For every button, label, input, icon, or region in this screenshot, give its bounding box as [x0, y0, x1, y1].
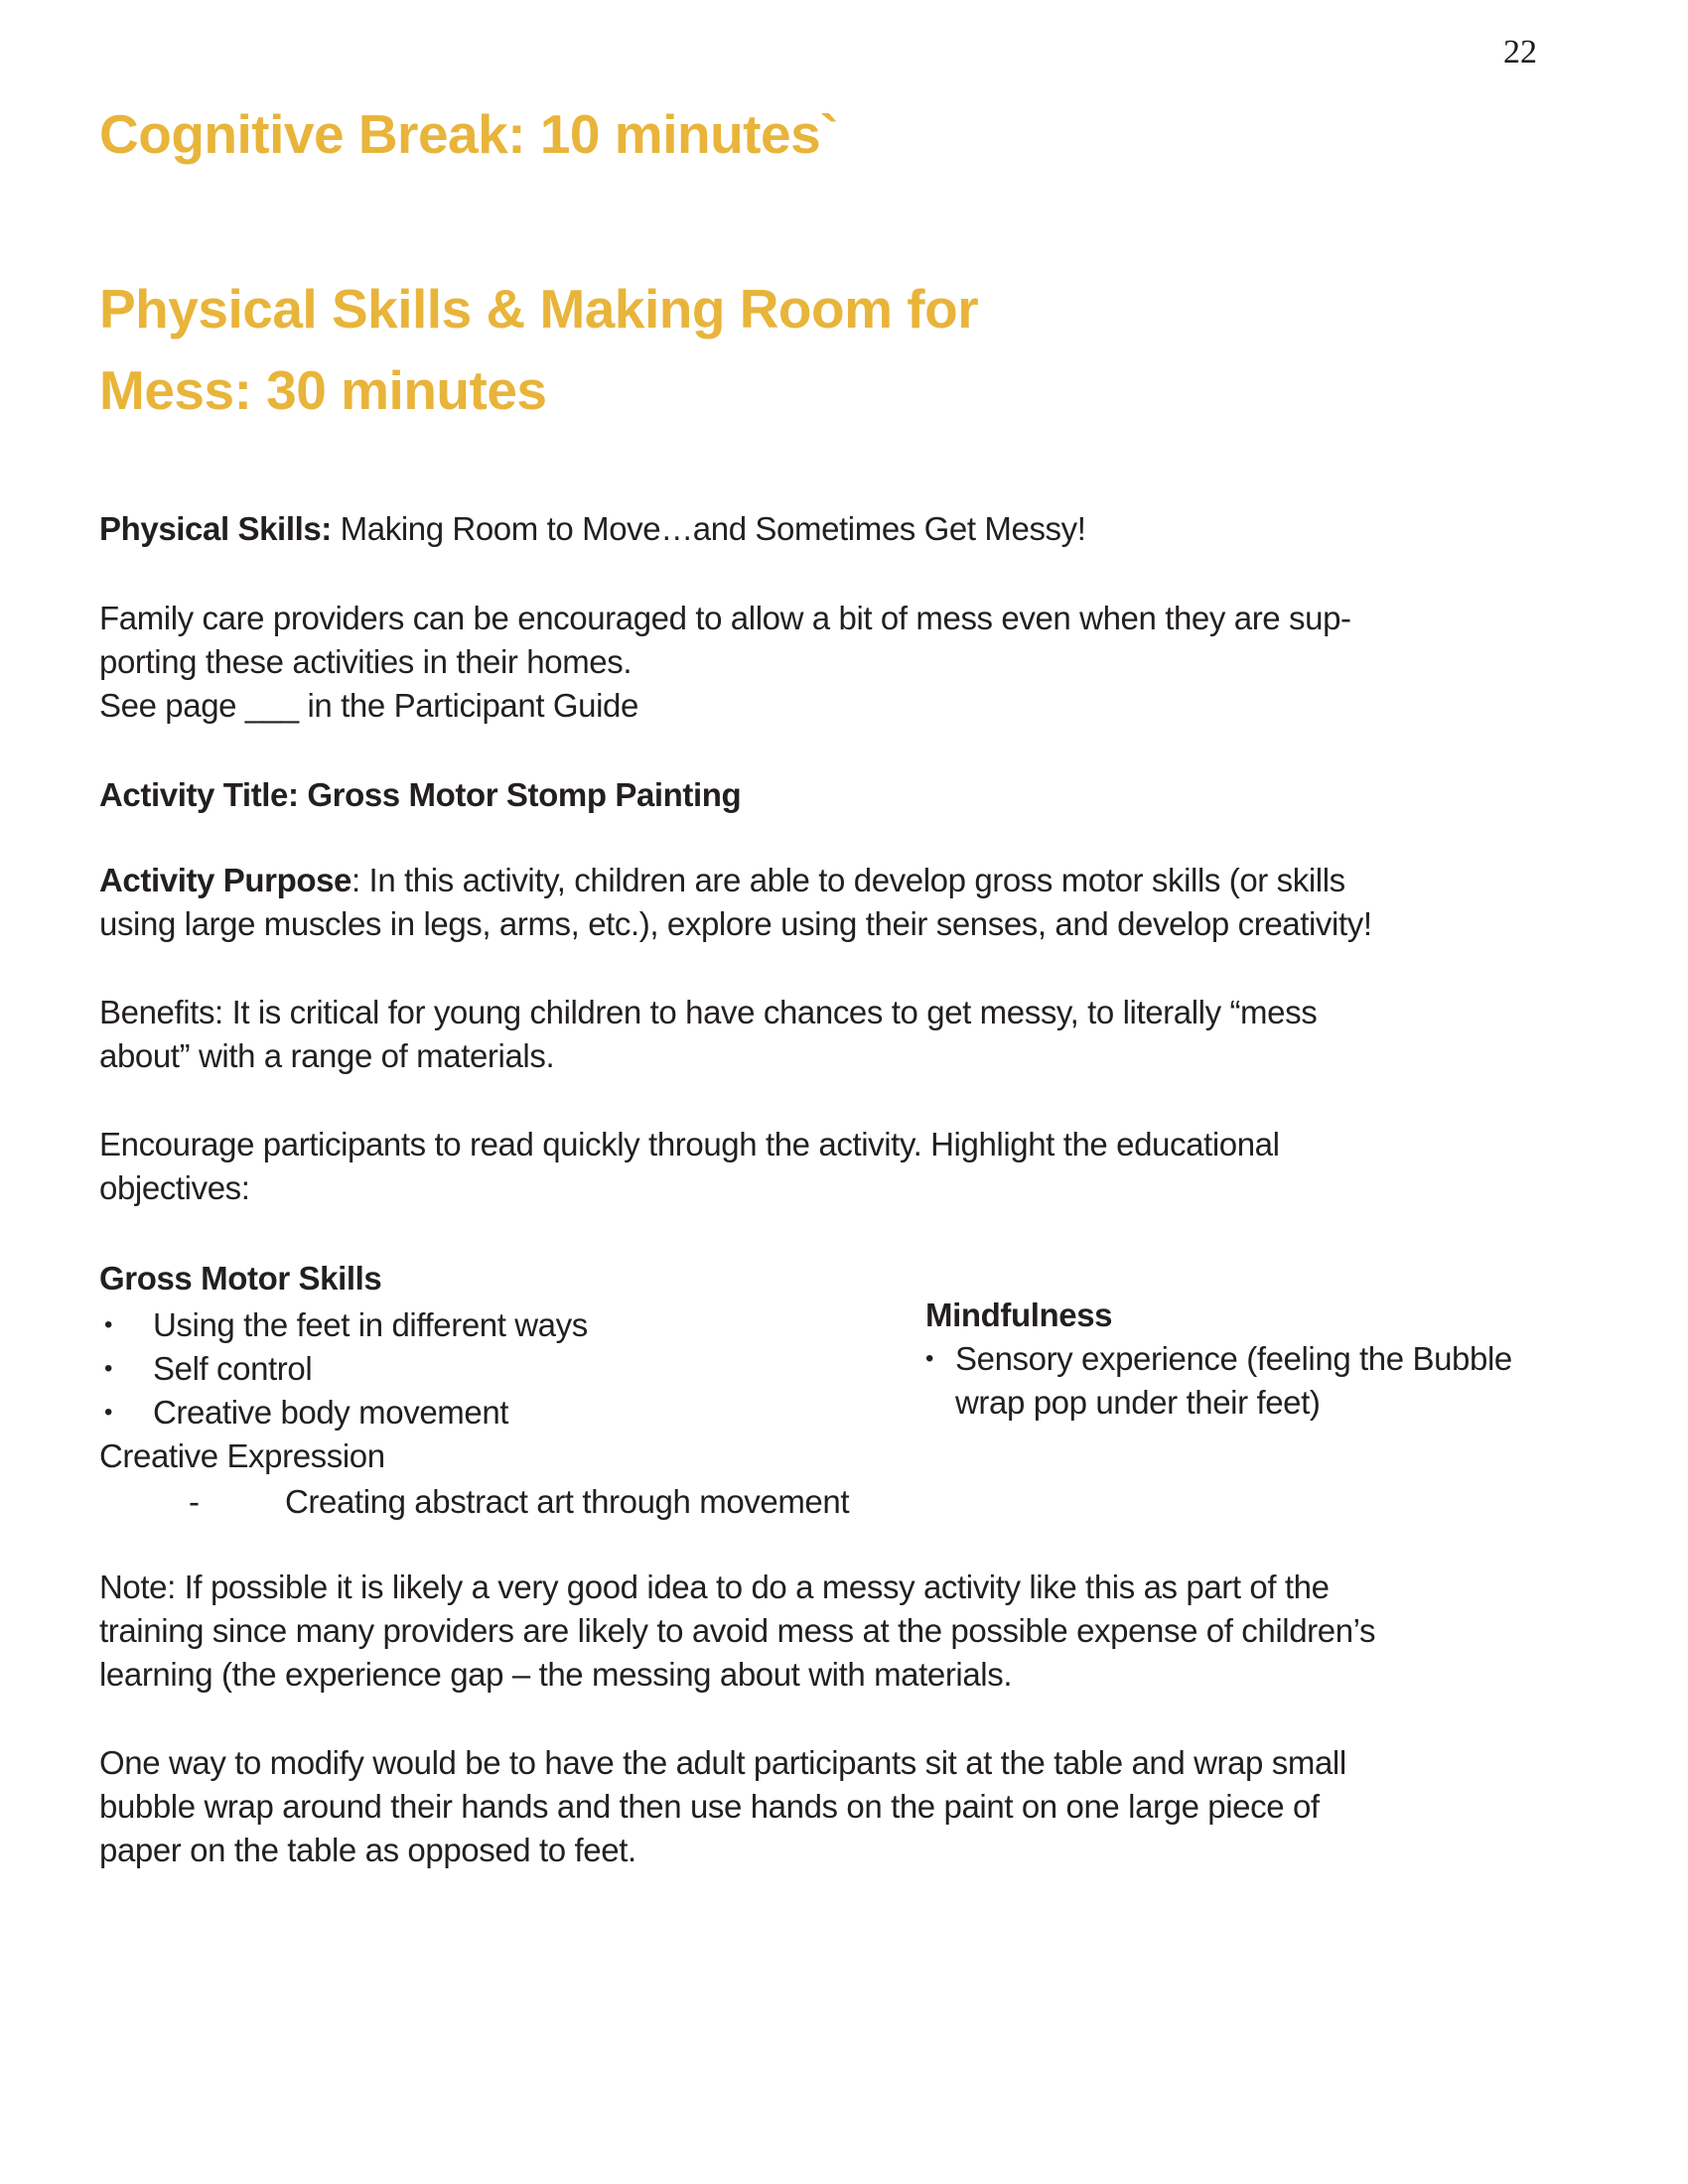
- activity-purpose-label: Activity Purpose: [99, 862, 352, 898]
- heading-physical-skills: [99, 268, 978, 431]
- paragraph-line: training since many providers are likely to avoid mess at the possible expense of children’s: [99, 1612, 1376, 1649]
- heading-line-1: Physical Skills & Making Room for: [99, 278, 979, 340]
- bullet-icon: •: [104, 1311, 113, 1338]
- heading-cognitive-break: Cognitive Break: 10 minutes`: [99, 103, 838, 165]
- paragraph-line: about” with a range of materials.: [99, 1037, 555, 1074]
- intro-text: Making Room to Move…and Sometimes Get Messy!: [331, 510, 1086, 547]
- heading-line-2: Mess: 30 minutes: [99, 359, 547, 421]
- encourage-paragraph: [99, 1123, 1280, 1210]
- paragraph-line: paper on the table as opposed to feet.: [99, 1832, 636, 1868]
- list-item-text: Using the feet in different ways: [153, 1306, 588, 1343]
- objectives-left-subheading: Creative Expression: [99, 1437, 385, 1474]
- bullet-icon: •: [104, 1399, 113, 1426]
- intro-paragraph: [99, 507, 1086, 551]
- list-item: [99, 1303, 849, 1347]
- dash-icon: -: [189, 1483, 200, 1520]
- paragraph-line: [99, 859, 1372, 902]
- objectives-left-column: [99, 1257, 849, 1524]
- bullet-icon: •: [104, 1355, 113, 1382]
- intro-label: Physical Skills:: [99, 510, 332, 547]
- list-item: [925, 1337, 1512, 1381]
- intro-line: [99, 507, 1086, 551]
- paragraph-line: One way to modify would be to have the adult participants sit at the table and wrap small: [99, 1744, 1346, 1781]
- paragraph-line: Benefits: It is critical for young children to have chances to get messy, to literally “mess: [99, 994, 1318, 1030]
- paragraph-line: using large muscles in legs, arms, etc.), explore using their senses, and develop creativity!: [99, 905, 1372, 942]
- list-item-text: Self control: [153, 1350, 313, 1387]
- activity-title-line: Activity Title: Gross Motor Stomp Painting: [99, 776, 742, 813]
- list-item-text: Creative body movement: [153, 1394, 509, 1431]
- bullet-icon: •: [925, 1345, 934, 1372]
- list-item: [99, 1391, 849, 1434]
- paragraph-line: porting these activities in their homes.: [99, 643, 633, 680]
- list-item: [99, 1347, 849, 1391]
- activity-title: [99, 773, 741, 817]
- paragraph-line: Encourage participants to read quickly through the activity. Highlight the educational: [99, 1126, 1280, 1162]
- list-item-text: Sensory experience (feeling the Bubble: [955, 1340, 1512, 1377]
- objectives-left-heading: Gross Motor Skills: [99, 1260, 382, 1297]
- paragraph-line: Family care providers can be encouraged to allow a bit of mess even when they are sup-: [99, 600, 1351, 636]
- paragraph-line: See page ___ in the Participant Guide: [99, 687, 638, 724]
- paragraph-line: learning (the experience gap – the messing about with materials.: [99, 1656, 1013, 1693]
- list-item-text: Creating abstract art through movement: [285, 1483, 850, 1520]
- benefits-paragraph: [99, 991, 1317, 1078]
- objectives-right-heading: Mindfulness: [925, 1297, 1113, 1333]
- activity-purpose-paragraph: [99, 859, 1372, 946]
- page-number: 22: [1503, 34, 1537, 70]
- family-care-paragraph: [99, 597, 1351, 728]
- paragraph-line: bubble wrap around their hands and then use hands on the paint on one large piece of: [99, 1788, 1320, 1825]
- paragraph-line: objectives:: [99, 1169, 250, 1206]
- modify-paragraph: [99, 1741, 1346, 1872]
- note-paragraph: [99, 1566, 1375, 1697]
- objectives-right-column: [925, 1294, 1512, 1425]
- list-item-text-continued: wrap pop under their feet): [955, 1384, 1321, 1421]
- activity-purpose-text: : In this activity, children are able to develop gross motor skills (or skills: [352, 862, 1345, 898]
- list-item: [189, 1480, 849, 1524]
- paragraph-line: Note: If possible it is likely a very good idea to do a messy activity like this as part of the: [99, 1569, 1330, 1605]
